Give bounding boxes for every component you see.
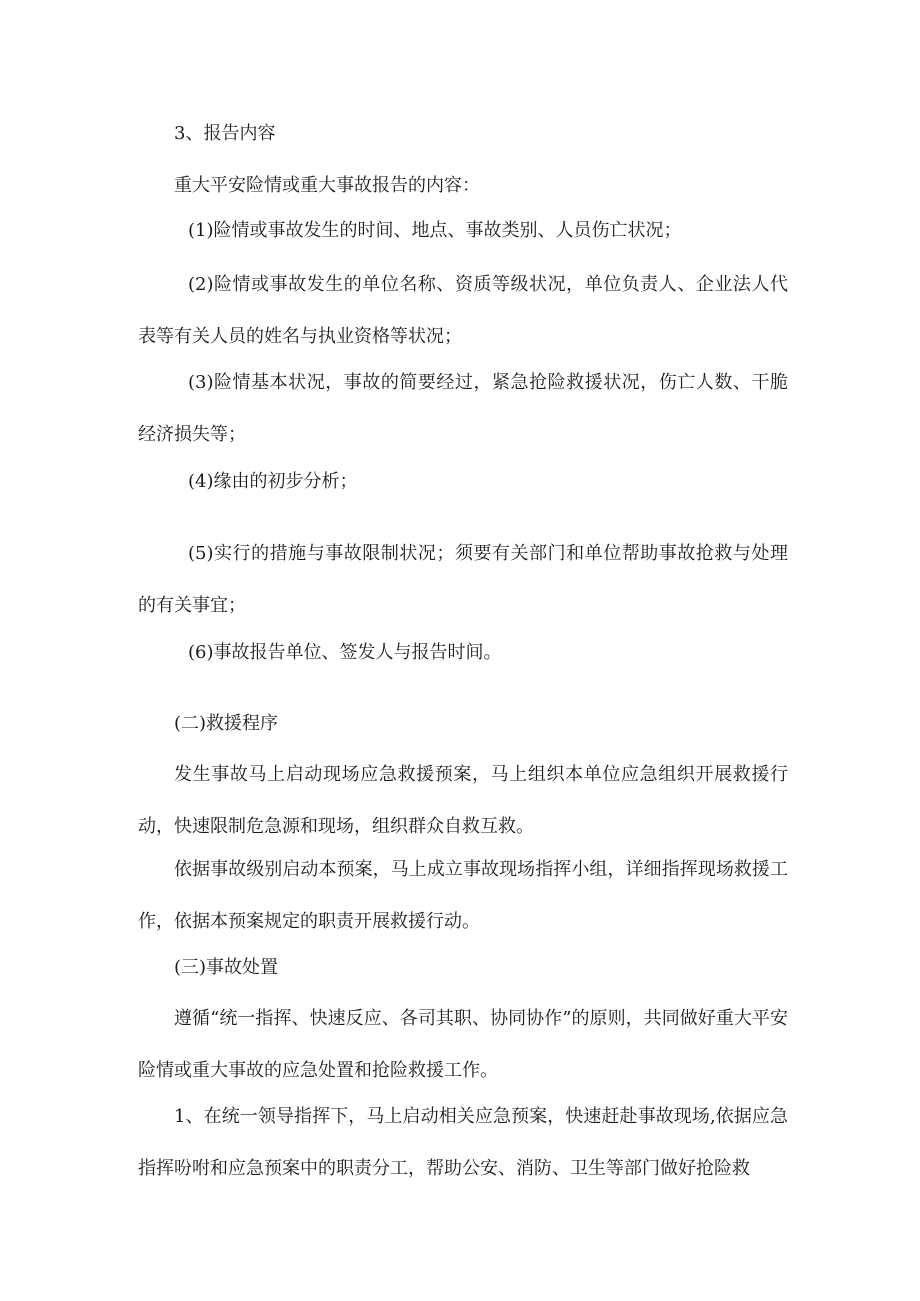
list-item-6: (6)事故报告单位、签发人与报告时间。 (188, 642, 502, 663)
section-heading-accident-handling: (三)事故处置 (174, 957, 279, 978)
list-item-4: (4)缘由的初步分析； (188, 471, 358, 492)
paragraph-rescue-2: 依据事故级别启动本预案，马上成立事故现场指挥小组，详细指挥现场救援工作，依据本预案规定的职责开展救援行动。 (138, 859, 788, 932)
paragraph-report-intro: 重大平安险情或重大事故报告的内容： (174, 175, 480, 196)
section-heading-rescue-procedure: (二)救援程序 (174, 713, 279, 734)
list-item-3: (3)险情基本状况，事故的简要经过，紧急抢险救援状况，伤亡人数、干脆经济损失等； (138, 372, 788, 445)
paragraph-handling-principle: 遵循“统一指挥、快速反应、各司其职、协同协作”的原则，共同做好重大平安险情或重大事故的应急处置和抢险救援工作。 (138, 1008, 788, 1081)
paragraph-rescue-1: 发生事故马上启动现场应急救援预案，马上组织本单位应急组织开展救援行动，快速限制危急源和现场，组织群众自救互救。 (138, 764, 788, 837)
list-item-2: (2)险情或事故发生的单位名称、资质等级状况，单位负责人、企业法人代表等有关人员的姓名与执业资格等状况； (138, 274, 788, 347)
paragraph-handling-item-1: 1、在统一领导指挥下，马上启动相关应急预案，快速赶赴事故现场,依据应急指挥吩咐和应急预案中的职责分工，帮助公安、消防、卫生等部门做好抢险救 (138, 1106, 788, 1179)
section-heading-report-content: 3、报告内容 (174, 123, 276, 144)
list-item-5: (5)实行的措施与事故限制状况；须要有关部门和单位帮助事故抢救与处理的有关事宜； (138, 543, 788, 616)
list-item-1: (1)险情或事故发生的时间、地点、事故类别、人员伤亡状况； (188, 220, 682, 241)
